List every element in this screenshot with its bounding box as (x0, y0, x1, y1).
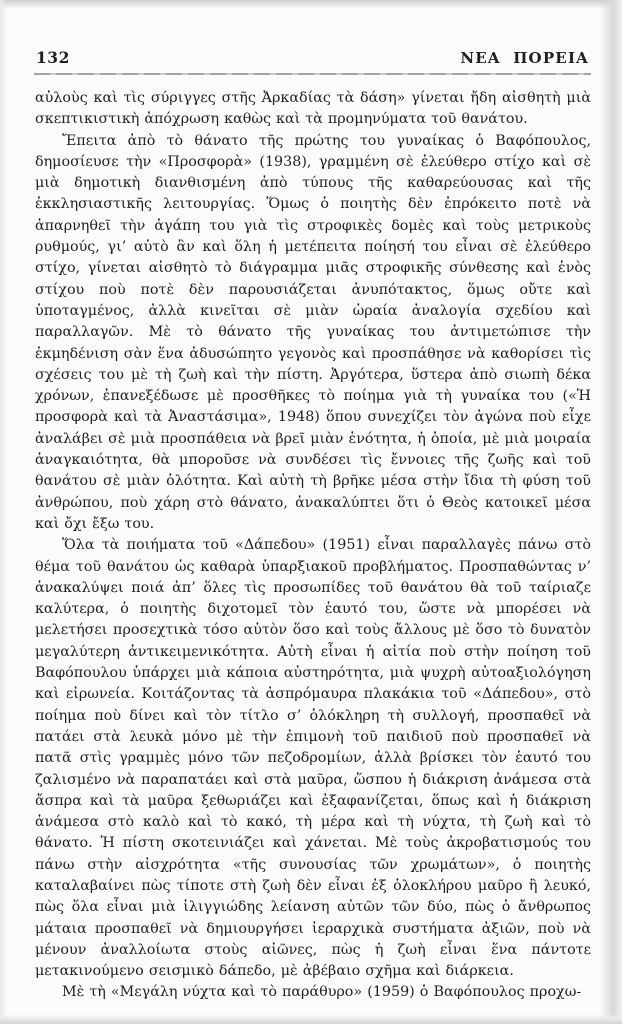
scan-edge-top (0, 0, 622, 9)
page-number: 132 (36, 48, 70, 67)
body-paragraph: Ἔπειτα ἀπὸ τὸ θάνατο τῆς πρώτης του γυναίκας ὁ Βαφόπουλος, δημοσίευσε τὴν «Προσφορὰ» (1938), γραμμένη σὲ ἐλεύθερο στίχο καὶ σὲ μιὰ δημοτικὴ διανθισμένη ἀπὸ τύπους τῆς καθαρεύουσας καὶ τῆς ἐκκλησιαστικῆς λειτουργίας. Ὅμως ὁ ποιητὴς δὲν ἐπρόκειτο ποτὲ νὰ ἀπαρνηθεῖ τὴν ἀγάπη του γιὰ τὶς στροφικὲς δομὲς καὶ τοὺς μετρικοὺς ρυθμούς, γι’ αὐτὸ ἂν καὶ ὅλη ἡ μετέπειτα ποίησή του εἶναι σὲ ἐλεύθερο στίχο, γίνεται αἰσθητὸ τὸ διάγραμμα μιᾶς στροφικῆς σύνθεσης καὶ ἑνὸς στίχου ποὺ ποτὲ δὲν παρουσιάζεται ἀνυπότακτος, ὅμως οὔτε καὶ ὑποταγμένος, ἀλλὰ κινεῖται σὲ μιὰν ὡραία ἀναλογία σχεδίου καὶ παραλλαγῶν. Μὲ τὸ θάνατο τῆς γυναίκας του ἀντιμετώπισε τὴν ἐκμηδένιση σὰν ἕνα ἀδυσώπητο γεγονὸς καὶ προσπάθησε νὰ καθορίσει τὶς σχέσεις του μὲ τὴ ζωὴ καὶ τὴν πίστη. Ἀργότερα, ὕστερα ἀπὸ σιωπὴ δέκα χρόνων, ἐπανεξέδωσε μὲ προσθῆκες τὸ ποίημα γιὰ τὴ γυναίκα του («Ἡ προσφορὰ καὶ τὰ Ἀναστάσιμα», 1948) ὅπου συνεχίζει τὸν ἀγώνα ποὺ εἶχε ἀναλάβει σὲ μιὰ προσπάθεια νὰ βρεῖ μιὰν ἑνότητα, ἡ ὁποία, μὲ μιὰ μοιραία ἀναγκαιότητα, θὰ μποροῦσε νὰ συνδέσει τὶς ἔννοιες τῆς ζωῆς καὶ τοῦ θανάτου σὲ μιὰν ὁλότητα. Καὶ αὐτὴ τὴ βρῆκε μέσα στὴν ἴδια τὴ φύση τοῦ ἀνθρώπου, ποὺ χάρη στὸ θάνατο, ἀνακαλύπτει ὅτι ὁ Θεὸς κατοικεῖ μέσα καὶ ὄχι ἔξω του. (35, 132, 591, 532)
header-rule (34, 73, 591, 75)
journal-title: ΝΕΑ ΠΟΡΕΙΑ (460, 49, 589, 67)
scan-edge-left (0, 0, 7, 1024)
body-text (35, 88, 591, 1004)
body-paragraph: Μὲ τὴ «Μεγάλη νύχτα καὶ τὸ παράθυρο» (1959) ὁ Βαφόπουλος προχω- (62, 984, 582, 1001)
running-header (36, 48, 589, 67)
scan-edge-bottom (0, 1014, 622, 1024)
body-paragraph: Ὅλα τὰ ποιήματα τοῦ «Δάπεδου» (1951) εἶναι παραλλαγὲς πάνω στὸ θέμα τοῦ θανάτου ὡς καθαρὰ ὑπαρξιακοῦ προβλήματος. Προσπαθώντας ν’ ἀνακαλύψει ποιά ἀπ’ ὅλες τὶς προσωπίδες τοῦ θανάτου θὰ τοῦ ταίριαζε καλύτερα, ὁ ποιητὴς διχοτομεῖ τὸν ἑαυτό του, ὥστε νὰ μπορέσει νὰ μελετήσει προσεχτικὰ τόσο αὐτὸν ὅσο καὶ τοὺς ἄλλους μὲ ὅσο τὸ δυνατὸν μεγαλύτερη ἀντικειμενικότητα. Αὐτὴ εἶναι ἡ αἰτία ποὺ στὴν ποίηση τοῦ Βαφόπουλου ὑπάρχει μιὰ κάποια αὐστηρότητα, μιὰ ψυχρὴ αὐτοαξιολόγηση καὶ εἰρωνεία. Κοιτάζοντας τὰ ἀσπρόμαυρα πλακάκια τοῦ «Δάπεδου», στὸ ποίημα ποὺ δίνει καὶ τὸν τίτλο σ’ ὁλόκληρη τὴ συλλογή, προσπαθεῖ νὰ πατάει στὰ λευκὰ μόνο μὲ τὴν ἐπιμονὴ τοῦ παιδιοῦ ποὺ προσπαθεῖ νὰ πατᾶ στὶς γραμμὲς μόνο τῶν πεζοδρομίων, ἀλλὰ βρίσκει τὸν ἑαυτό του ζαλισμένο νὰ παραπατάει καὶ στὰ μαῦρα, ὥσπου ἡ διάκριση ἀνάμεσα στὰ ἄσπρα καὶ τὰ μαῦρα ξεθωριάζει καὶ ἐξαφανίζεται, ὅπως καὶ ἡ διάκριση ἀνάμεσα στὸ καλὸ καὶ τὸ κακό, τὴ μέρα καὶ τὴ νύχτα, τὴ ζωὴ καὶ τὸ θάνατο. Ἡ πίστη σκοτεινιάζει καὶ χάνεται. Μὲ τοὺς ἀκροβατισμούς του πάνω στὴν αἰσχρότητα «τῆς συνουσίας τῶν χρωμάτων», ὁ ποιητὴς καταλαβαίνει πὼς τίποτε στὴ ζωὴ δὲν εἶναι ἐξ ὁλοκλήρου μαῦρο ἢ λευκό, πὼς ὅλα εἶναι μιὰ ἰλιγγιώδης λείανση αὐτῶν τῶν δύο, πὼς ὁ ἄνθρωπος μάταια προσπαθεῖ νὰ δημιουργήσει ἱεραρχικὰ συστήματα ἀξιῶν, ποὺ νὰ μένουν ἀναλλοίωτα στοὺς αἰῶνες, πὼς ἡ ζωὴ εἶναι ἕνα πάντοτε μετακινούμενο σεισμικὸ δάπεδο, μὲ ἀβέβαιο σχῆμα καὶ διάρκεια. (35, 537, 591, 980)
scan-edge-right (600, 0, 622, 1024)
body-paragraph: αὐλοὺς καὶ τὶς σύριγγες στῆς Ἀρκαδίας τὰ δάση» γίνεται ἤδη αἰσθητὴ μιὰ σκεπτικιστικὴ ἀπόχρωση καθὼς καὶ τὰ προμηνύματα τοῦ θανάτου. (35, 90, 591, 128)
